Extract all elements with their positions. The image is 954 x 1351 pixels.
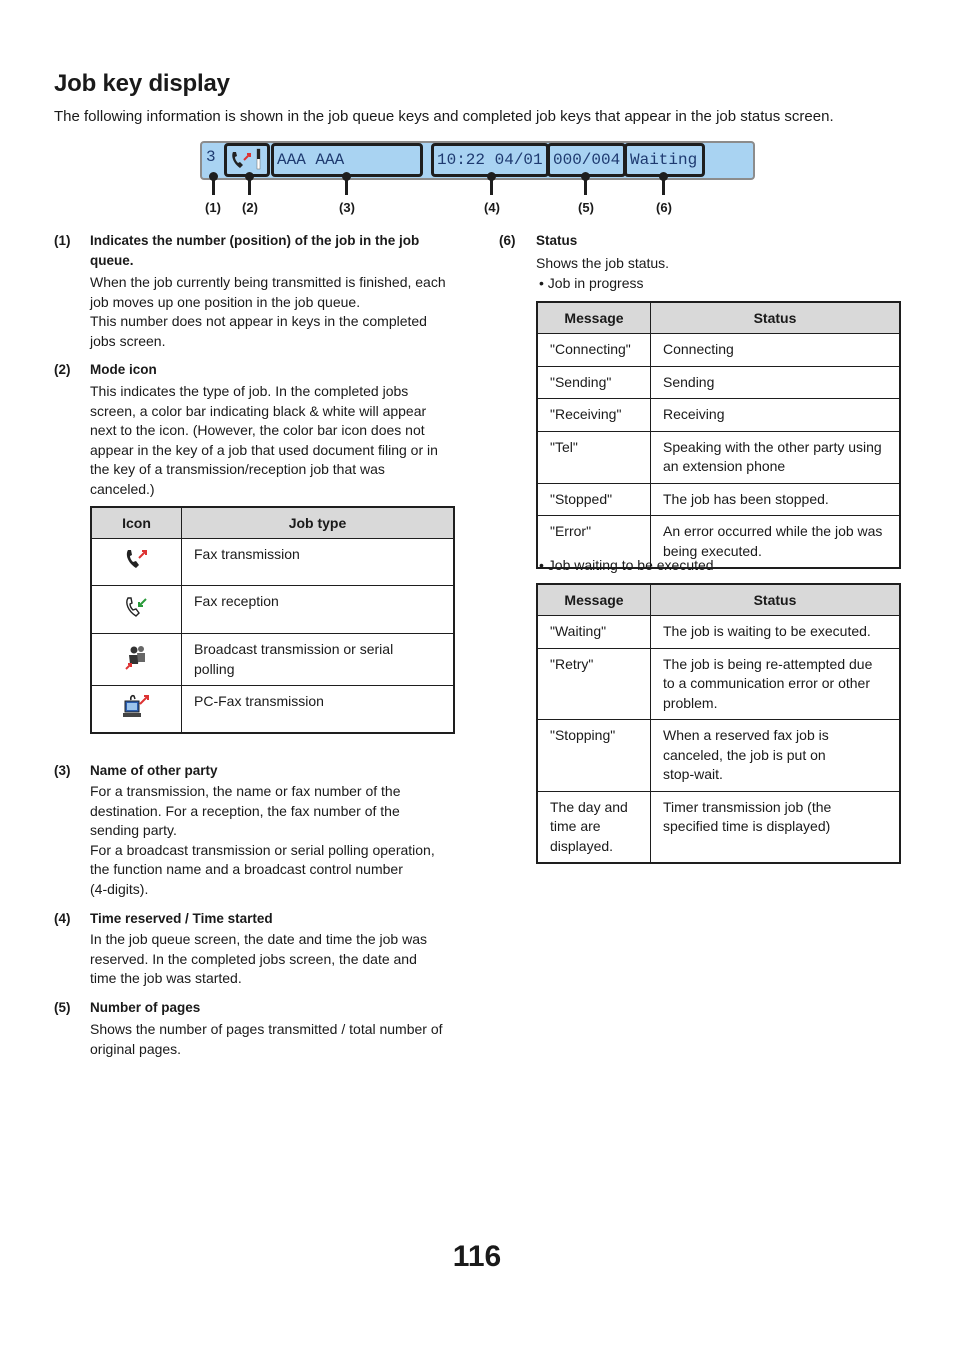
table-row: The day and time are displayed. Timer transmission job (the specified time is displayed) xyxy=(537,791,900,863)
table-row: Fax transmission xyxy=(91,539,454,586)
section-number: (1) xyxy=(54,233,71,248)
column-header: Status xyxy=(651,302,901,334)
section-heading: Mode icon xyxy=(90,362,157,377)
section-body: For a transmission, the name or fax number of the destination. For a reception, the fax number of the sending party. For a broadcast transmission or serial polling operation, the function name and a broadcast control number (4-digits). xyxy=(90,783,435,897)
callout-label: (4) xyxy=(484,200,500,215)
table-row: Fax reception xyxy=(91,586,454,634)
section-body: When the job currently being transmitted is finished, each job moves up one position in the job queue. This number does not appear in keys in the completed jobs screen. xyxy=(90,274,446,349)
column-header: Message xyxy=(537,302,651,334)
section-number: (5) xyxy=(54,1000,71,1015)
section-heading: Status xyxy=(536,233,578,248)
section-body: This indicates the type of job. In the completed jobs screen, a color bar indicating black & white will appear next to the icon. (However, the color bar icon does not appear in the key of a job that used document filing or in the key of a transmission/reception job that was canceled.) xyxy=(90,383,438,497)
job-position-number: 3 xyxy=(206,148,216,166)
section-number: (3) xyxy=(54,763,71,778)
fax-reception-icon xyxy=(122,593,152,621)
table-row: "Stopped" The job has been stopped. xyxy=(537,483,900,516)
column-header: Icon xyxy=(91,507,182,539)
callout-pointer xyxy=(345,176,348,195)
bullet-job-in-progress: • Job in progress xyxy=(539,275,644,291)
callout-label: (5) xyxy=(578,200,594,215)
section-body: In the job queue screen, the date and time the job was reserved. In the completed jobs screen, the date and time the job was started. xyxy=(90,931,428,986)
section-number: (6) xyxy=(499,233,516,248)
callout-label: (3) xyxy=(339,200,355,215)
bullet-job-waiting: • Job waiting to be executed xyxy=(539,557,714,573)
table-row: "Retry" The job is being re-attempted due to a communication error or other problem. xyxy=(537,648,900,720)
section-heading: Time reserved / Time started xyxy=(90,911,273,926)
column-header: Message xyxy=(537,584,651,616)
callout-pointer xyxy=(490,176,493,195)
fax-transmission-icon xyxy=(227,146,267,174)
table-row: "Stopping" When a reserved fax job is canceled, the job is put on stop-wait. xyxy=(537,720,900,792)
intro-text: The following information is shown in the job queue keys and completed job keys that appear in the job status screen. xyxy=(54,108,834,125)
fax-transmission-icon xyxy=(122,545,152,573)
page-count: 000/004 xyxy=(547,143,626,177)
table-row: "Connecting" Connecting xyxy=(537,334,900,367)
section-number: (2) xyxy=(54,362,71,377)
callout-pointer xyxy=(584,176,587,195)
job-waiting-table xyxy=(536,583,901,864)
table-row: "Error" An error occurred while the job was being executed. xyxy=(537,516,900,569)
other-party-name: AAA AAA xyxy=(271,143,423,177)
section-heading: Indicates the number (position) of the job in the job queue. xyxy=(90,233,420,268)
job-status: Waiting xyxy=(624,143,705,177)
column-header: Status xyxy=(651,584,901,616)
job-in-progress-table xyxy=(536,301,901,569)
table-row: PC-Fax transmission xyxy=(91,686,454,733)
page-title: Job key display xyxy=(54,70,230,97)
table-row: "Receiving" Receiving xyxy=(537,399,900,432)
callout-pointer xyxy=(248,176,251,195)
callout-label: (2) xyxy=(242,200,258,215)
mode-icon-table xyxy=(90,506,455,734)
section-heading: Number of pages xyxy=(90,1000,201,1015)
page-number: 116 xyxy=(452,1240,502,1273)
callout-pointer xyxy=(212,176,215,195)
callout-label: (6) xyxy=(656,200,672,215)
table-row: "Sending" Sending xyxy=(537,366,900,399)
callout-label: (1) xyxy=(205,200,221,215)
section-body: Shows the job status. xyxy=(536,255,670,271)
section-heading: Name of other party xyxy=(90,763,218,778)
table-row: "Waiting" The job is waiting to be executed. xyxy=(537,616,900,649)
table-row: Broadcast transmission or serial polling xyxy=(91,634,454,686)
column-header: Job type xyxy=(182,507,455,539)
table-row: "Tel" Speaking with the other party using an extension phone xyxy=(537,431,900,483)
broadcast-icon xyxy=(122,642,152,672)
callout-pointer xyxy=(662,176,665,195)
section-body: Shows the number of pages transmitted / total number of original pages. xyxy=(90,1021,443,1057)
section-number: (4) xyxy=(54,911,71,926)
time-reserved: 10:22 04/01 xyxy=(431,143,549,177)
pc-fax-icon xyxy=(121,691,153,721)
